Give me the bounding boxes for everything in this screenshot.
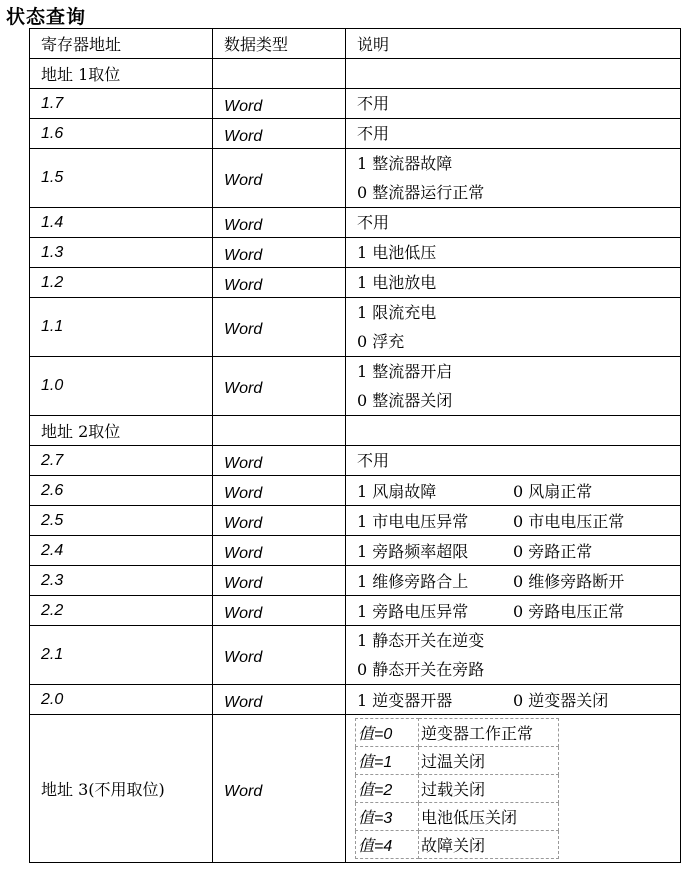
register-address: 1.1 <box>30 298 213 357</box>
description-on: 1 旁路频率超限 <box>357 542 469 561</box>
description-cell <box>346 268 681 298</box>
data-type: Word <box>213 685 346 715</box>
value-code-row <box>356 803 559 831</box>
description-cell <box>346 149 681 208</box>
description-cell <box>346 446 681 476</box>
table-row <box>30 476 681 506</box>
data-type: Word <box>213 626 346 685</box>
data-type: Word <box>213 89 346 119</box>
description-on: 1 维修旁路合上 <box>357 572 469 591</box>
data-type: Word <box>213 119 346 149</box>
value-code-row <box>356 775 559 803</box>
description-off: 0 维修旁路断开 <box>513 572 625 591</box>
value-code-row <box>356 747 559 775</box>
description-cell <box>346 119 681 149</box>
description-off: 0 旁路正常 <box>513 542 593 561</box>
data-type: Word <box>213 536 346 566</box>
register-address: 2.5 <box>30 506 213 536</box>
data-type: Word <box>213 149 346 208</box>
description-cell <box>346 238 681 268</box>
description-on: 1 旁路电压异常 <box>357 602 469 621</box>
table-body <box>30 29 681 863</box>
table-row <box>30 357 681 416</box>
register-address: 1.6 <box>30 119 213 149</box>
description-off: 0 逆变器关闭 <box>513 691 609 710</box>
table-row <box>30 89 681 119</box>
address3-values-cell <box>346 715 681 863</box>
description-line: 不用 <box>357 451 390 470</box>
section-row <box>30 59 681 89</box>
table-row <box>30 149 681 208</box>
data-type: Word <box>213 446 346 476</box>
register-address: 2.2 <box>30 596 213 626</box>
table-row <box>30 685 681 715</box>
register-address: 1.5 <box>30 149 213 208</box>
address3-label: 地址 3(不用取位) <box>30 715 213 863</box>
data-type: Word <box>213 596 346 626</box>
description-cell <box>346 357 681 416</box>
register-address: 2.3 <box>30 566 213 596</box>
description-line: 1 静态开关在逆变 <box>357 631 485 650</box>
section-label: 地址 2取位 <box>30 416 213 446</box>
data-type: Word <box>213 357 346 416</box>
section-type-cell <box>213 59 346 89</box>
value-code: 值=0 <box>356 719 419 747</box>
register-address: 1.0 <box>30 357 213 416</box>
description-cell <box>346 596 681 626</box>
description-line: 0 整流器关闭 <box>357 391 453 410</box>
header-address: 寄存器地址 <box>30 29 213 59</box>
value-code: 值=4 <box>356 831 419 859</box>
description-line: 不用 <box>357 94 390 113</box>
register-address: 1.3 <box>30 238 213 268</box>
description-off: 0 旁路电压正常 <box>513 602 625 621</box>
description-cell <box>346 476 681 506</box>
description-cell <box>346 536 681 566</box>
value-meaning: 过载关闭 <box>419 775 559 803</box>
value-code-row <box>356 831 559 859</box>
description-line: 不用 <box>357 213 390 232</box>
table-row <box>30 119 681 149</box>
table-row <box>30 566 681 596</box>
description-cell <box>346 89 681 119</box>
header-type: 数据类型 <box>213 29 346 59</box>
description-cell <box>346 208 681 238</box>
table-row <box>30 268 681 298</box>
description-line: 0 整流器运行正常 <box>357 183 485 202</box>
section-type-cell <box>213 416 346 446</box>
header-description: 说明 <box>346 29 681 59</box>
register-address: 2.7 <box>30 446 213 476</box>
description-on: 1 市电电压异常 <box>357 512 469 531</box>
description-line: 不用 <box>357 124 390 143</box>
description-line: 0 静态开关在旁路 <box>357 660 485 679</box>
description-line: 0 浮充 <box>357 332 405 351</box>
data-type: Word <box>213 208 346 238</box>
data-type: Word <box>213 476 346 506</box>
table-row <box>30 446 681 476</box>
description-cell <box>346 566 681 596</box>
table-row <box>30 506 681 536</box>
data-type: Word <box>213 298 346 357</box>
value-meaning: 过温关闭 <box>419 747 559 775</box>
value-code: 值=1 <box>356 747 419 775</box>
status-register-table <box>29 28 681 863</box>
section-desc-cell <box>346 59 681 89</box>
register-address: 1.4 <box>30 208 213 238</box>
value-meaning: 逆变器工作正常 <box>419 719 559 747</box>
value-code: 值=2 <box>356 775 419 803</box>
section-desc-cell <box>346 416 681 446</box>
value-meaning: 故障关闭 <box>419 831 559 859</box>
address3-type: Word <box>213 715 346 863</box>
data-type: Word <box>213 506 346 536</box>
data-type: Word <box>213 238 346 268</box>
register-address: 2.4 <box>30 536 213 566</box>
table-row <box>30 596 681 626</box>
data-type: Word <box>213 566 346 596</box>
value-code: 值=3 <box>356 803 419 831</box>
table-row <box>30 238 681 268</box>
section-label: 地址 1取位 <box>30 59 213 89</box>
value-meaning: 电池低压关闭 <box>419 803 559 831</box>
value-code-table <box>355 718 559 859</box>
header-row <box>30 29 681 59</box>
table-row <box>30 626 681 685</box>
table-row <box>30 208 681 238</box>
description-cell <box>346 685 681 715</box>
description-line: 1 电池低压 <box>357 243 437 262</box>
register-address: 2.1 <box>30 626 213 685</box>
section-row <box>30 416 681 446</box>
address3-row <box>30 715 681 863</box>
description-line: 1 整流器开启 <box>357 362 453 381</box>
description-off: 0 市电电压正常 <box>513 512 625 531</box>
description-line: 1 限流充电 <box>357 303 437 322</box>
table-row <box>30 536 681 566</box>
description-on: 1 风扇故障 <box>357 482 437 501</box>
value-code-row <box>356 719 559 747</box>
description-line: 1 整流器故障 <box>357 154 453 173</box>
register-address: 2.6 <box>30 476 213 506</box>
register-address: 1.7 <box>30 89 213 119</box>
page-title: 状态查询 <box>6 6 87 28</box>
description-off: 0 风扇正常 <box>513 482 593 501</box>
description-cell <box>346 506 681 536</box>
description-line: 1 电池放电 <box>357 273 437 292</box>
table-row <box>30 298 681 357</box>
description-cell <box>346 298 681 357</box>
description-cell <box>346 626 681 685</box>
data-type: Word <box>213 268 346 298</box>
description-on: 1 逆变器开器 <box>357 691 453 710</box>
register-address: 1.2 <box>30 268 213 298</box>
register-address: 2.0 <box>30 685 213 715</box>
